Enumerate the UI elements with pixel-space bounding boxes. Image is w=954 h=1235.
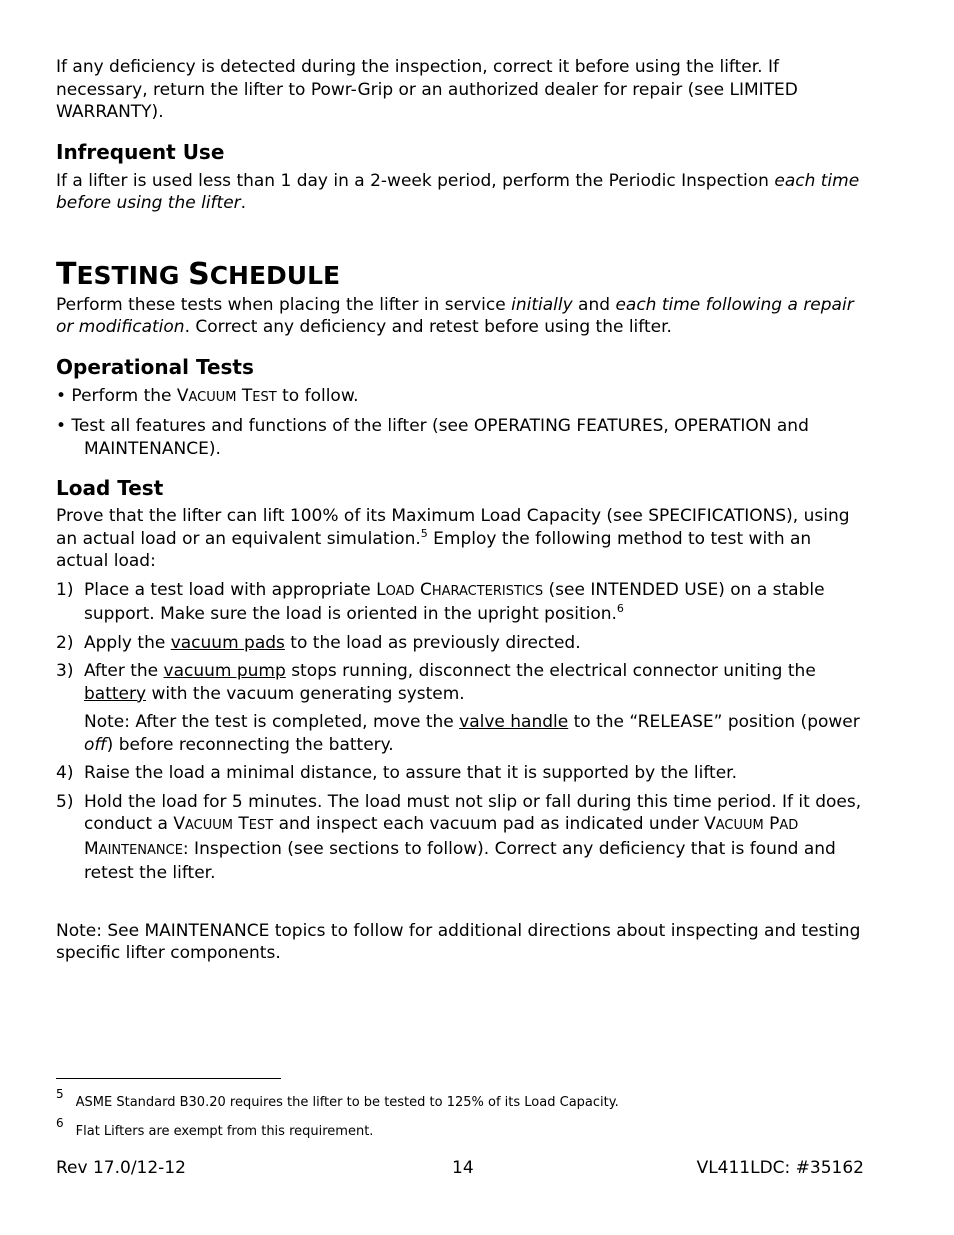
operational-bullet-1: • Perform the VACUUM TEST to follow. bbox=[56, 385, 359, 406]
footnote-ref-5: 5 bbox=[420, 526, 428, 540]
step-5: 5) Hold the load for 5 minutes. The load must not slip or fall during this time period. If it does, conduct a VACUUM TEST and inspect each vacuum pad as indicated under VACUUM PAD MAINTENANCE: Inspection (see sections to follow). Correct any deficiency that is found and retest the lifter. bbox=[56, 791, 862, 883]
operational-tests-heading: Operational Tests bbox=[56, 354, 254, 379]
footnote-divider bbox=[56, 1078, 281, 1079]
step-4: 4) Raise the load a minimal distance, to assure that it is supported by the lifter. bbox=[56, 763, 738, 783]
final-note: Note: See MAINTENANCE topics to follow for additional directions about inspecting and testing specific lifter components. bbox=[56, 920, 861, 963]
step-3-note: Note: After the test is completed, move the valve handle to the “RELEASE” position (power off) before reconnecting the battery. bbox=[84, 712, 860, 755]
valve-handle-term: valve handle bbox=[459, 712, 569, 732]
testing-schedule-paragraph: Perform these tests when placing the lifter in service initially and each time following a repair or modification. Correct any deficiency and retest before using the lifter. bbox=[56, 294, 854, 337]
testing-schedule-title: TESTING SCHEDULE bbox=[56, 256, 341, 292]
load-test-steps bbox=[56, 579, 868, 885]
intro-paragraph: If any deficiency is detected during the inspection, correct it before using the lifter. If necessary, return the lifter to Powr-Grip or an authorized dealer for repair (see LIMITED WARRANTY). bbox=[56, 57, 798, 122]
battery-term: battery bbox=[84, 683, 147, 704]
footnote-6: $^6$Flat Lifters are exempt from this requirement. bbox=[56, 1116, 374, 1139]
footer-revision: Rev 17.0/12-12 bbox=[56, 1158, 186, 1178]
step-3: 3) After the vacuum pump stops running, disconnect the electrical connector uniting the battery with the vacuum generating system. Note: After the test is completed, move the valve handle to the “RELEASE” position (power off) before reconnecting the battery. bbox=[56, 660, 868, 756]
page-body bbox=[56, 56, 868, 965]
infrequent-use-heading: Infrequent Use bbox=[56, 139, 225, 164]
load-test-heading: Load Test bbox=[56, 476, 164, 500]
footer-page-number: 14 bbox=[452, 1158, 474, 1178]
footer-model: VL411LDC: #35162 bbox=[696, 1158, 864, 1178]
operational-bullet-2: • Test all features and functions of the lifter (see OPERATING FEATURES, OPERATION and MAINTENANCE). bbox=[56, 416, 809, 459]
vacuum-pads-link: vacuum pads bbox=[170, 632, 285, 653]
step-1: 1) Place a test load with appropriate LOAD CHARACTERISTICS (see INTENDED USE) on a stable support. Make sure the load is oriented in the upright position.$^6$ bbox=[56, 579, 825, 624]
footnote-ref-6: 6 bbox=[616, 602, 624, 615]
footnote-5: $^5$ASME Standard B30.20 requires the lifter to be tested to 125% of its Load Capacity. bbox=[56, 1087, 619, 1110]
load-test-paragraph: Prove that the lifter can lift 100% of its Maximum Load Capacity (see SPECIFICATIONS), using an actual load or an equivalent simulation.$^5$ Employ the following method to test with an actual load: bbox=[56, 506, 850, 571]
vacuum-pump-term: vacuum pump bbox=[163, 661, 286, 681]
infrequent-use-paragraph: If a lifter is used less than 1 day in a 2-week period, perform the Periodic Inspection each time before using the lifter. bbox=[56, 170, 860, 213]
step-2: 2) Apply the vacuum pads to the load as previously directed. bbox=[56, 632, 581, 653]
